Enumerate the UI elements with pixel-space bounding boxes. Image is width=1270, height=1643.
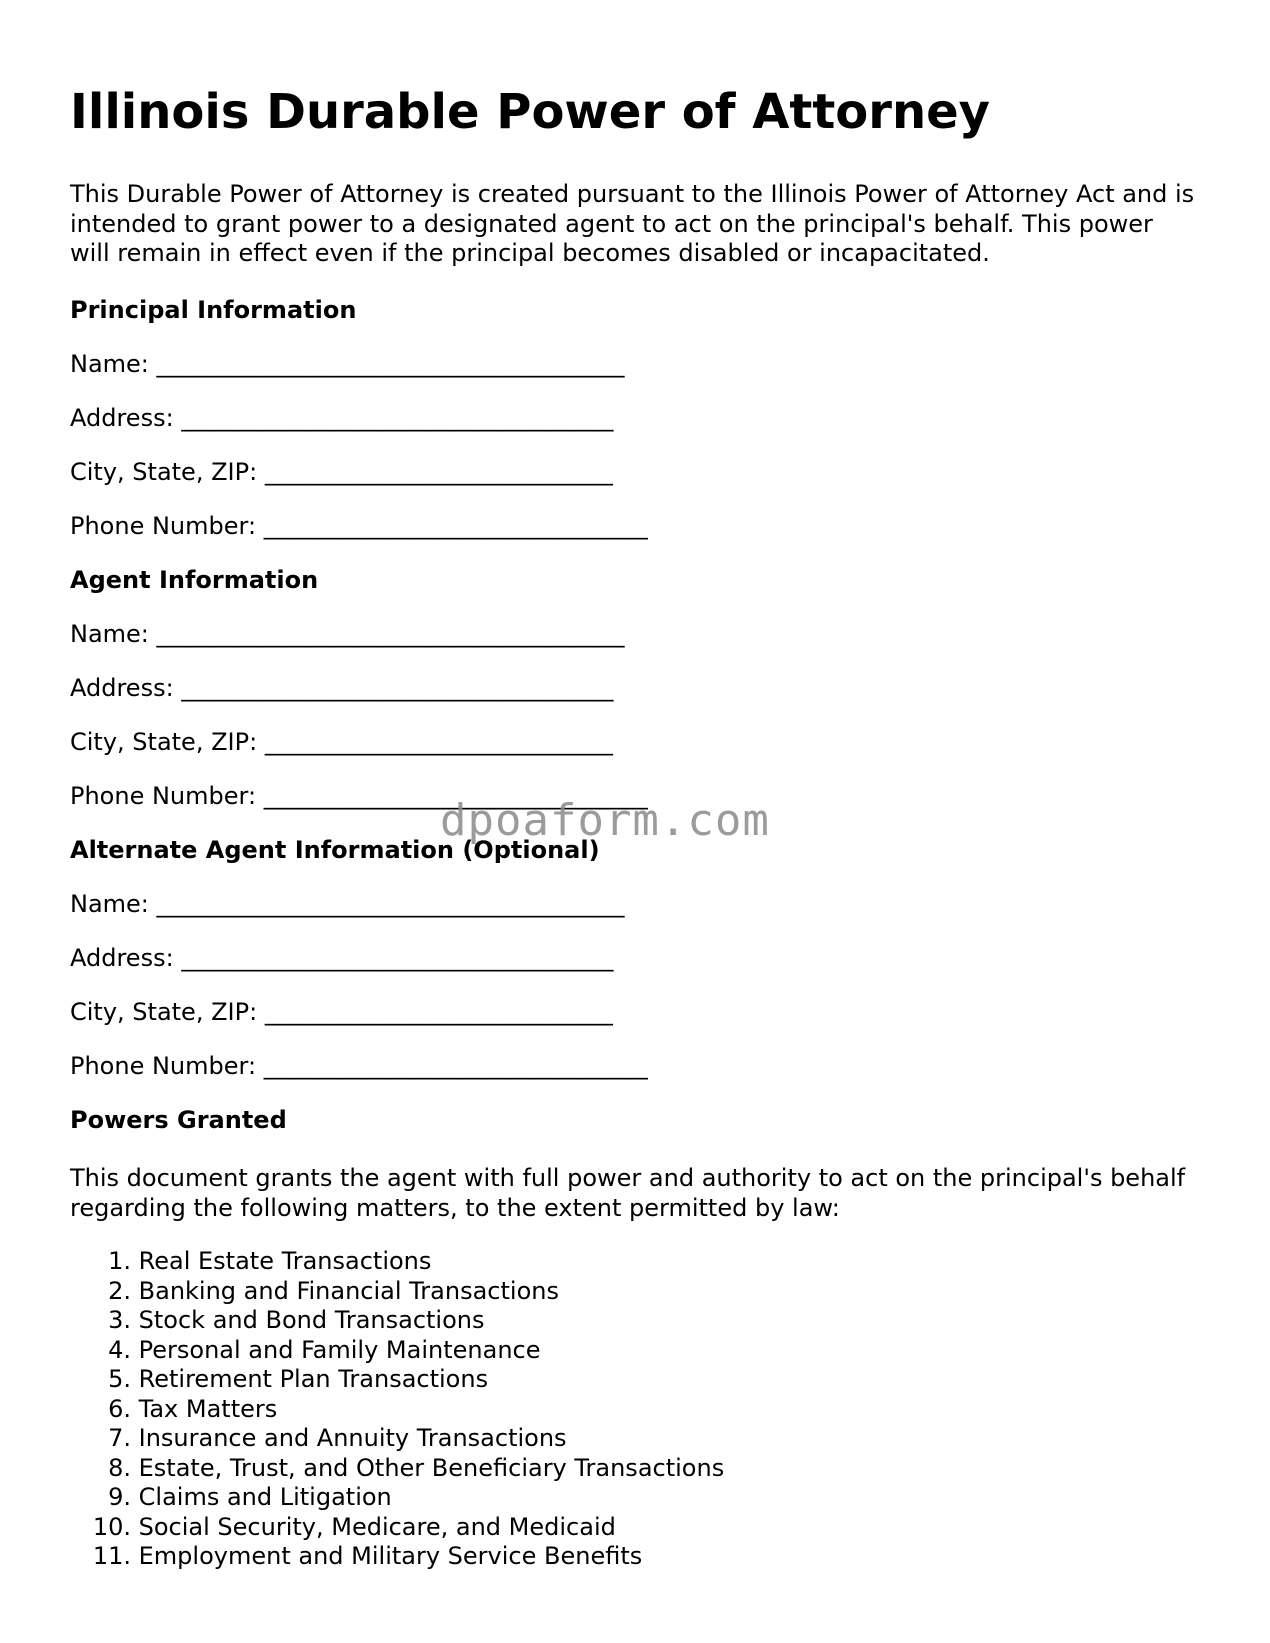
list-item-number: 7. <box>108 1424 131 1452</box>
intro-paragraph: This Durable Power of Attorney is created pursuant to the Illinois Power of Attorney Act and is intended to grant power to a designated agent to act on the principal's behalf. This power will remain in effect even if the principal becomes disabled or incapacitated. <box>70 180 1195 267</box>
agent-address-field[interactable] <box>70 674 613 703</box>
principal-section-heading: Principal Information <box>70 296 357 324</box>
list-item-number: 4. <box>108 1335 131 1364</box>
list-item <box>70 1306 724 1336</box>
field-blank[interactable]: ____________________________________ <box>181 404 614 432</box>
field-label: Address: <box>70 944 174 972</box>
field-blank[interactable]: _____________________________ <box>264 998 613 1026</box>
field-blank[interactable]: ____________________________________ <box>181 944 614 972</box>
field-label: Phone Number: <box>70 1052 257 1080</box>
list-item-number: 9. <box>108 1483 131 1511</box>
list-item-number: 8. <box>108 1453 131 1482</box>
principal-phone-field[interactable] <box>70 512 648 541</box>
list-item <box>70 1247 724 1277</box>
list-item-label: Employment and Military Service Benefits <box>138 1542 643 1570</box>
list-item-label: Real Estate Transactions <box>138 1247 432 1275</box>
list-item-number: 3. <box>108 1306 131 1334</box>
watermark-text: dpoaform.com <box>440 795 770 846</box>
list-item-label: Social Security, Medicare, and Medicaid <box>138 1512 616 1541</box>
field-label: Name: <box>70 620 149 648</box>
field-blank[interactable]: ____________________________________ <box>181 674 614 702</box>
list-item-label: Estate, Trust, and Other Beneficiary Transactions <box>138 1453 725 1482</box>
list-item-number: 10. <box>92 1512 131 1541</box>
list-item-label: Stock and Bond Transactions <box>138 1306 485 1334</box>
field-blank[interactable]: ________________________________ <box>263 1052 648 1080</box>
list-item-number: 5. <box>108 1365 131 1393</box>
list-item-label: Tax Matters <box>138 1394 278 1423</box>
field-blank[interactable]: _______________________________________ <box>156 890 625 918</box>
principal-city-state-zip-field[interactable] <box>70 458 613 487</box>
principal-name-field[interactable] <box>70 350 625 379</box>
field-label: City, State, ZIP: <box>70 458 258 486</box>
alternate-agent-section-heading: Alternate Agent Information (Optional) <box>70 836 600 864</box>
alternate-agent-address-field[interactable] <box>70 944 613 973</box>
powers-section-heading: Powers Granted <box>70 1106 287 1134</box>
field-blank[interactable]: _______________________________________ <box>156 350 625 378</box>
list-item <box>70 1395 724 1425</box>
list-item-label: Insurance and Annuity Transactions <box>138 1424 567 1452</box>
field-blank[interactable]: ________________________________ <box>263 782 648 810</box>
list-item-number: 11. <box>92 1542 131 1570</box>
agent-name-field[interactable] <box>70 620 625 649</box>
field-label: Address: <box>70 674 174 702</box>
field-label: City, State, ZIP: <box>70 998 258 1026</box>
alternate-agent-name-field[interactable] <box>70 890 625 919</box>
field-blank[interactable]: _____________________________ <box>264 458 613 486</box>
agent-section-heading: Agent Information <box>70 566 319 594</box>
alternate-agent-phone-field[interactable] <box>70 1052 648 1081</box>
alternate-agent-city-state-zip-field[interactable] <box>70 998 613 1027</box>
principal-address-field[interactable] <box>70 404 613 433</box>
field-blank[interactable]: ________________________________ <box>263 512 648 540</box>
list-item <box>70 1365 724 1395</box>
field-label: City, State, ZIP: <box>70 728 258 756</box>
list-item-label: Personal and Family Maintenance <box>138 1335 541 1364</box>
field-label: Address: <box>70 404 174 432</box>
list-item <box>70 1483 724 1513</box>
list-item <box>70 1454 724 1484</box>
list-item <box>70 1277 724 1307</box>
list-item-number: 1. <box>108 1247 131 1275</box>
list-item <box>70 1542 724 1572</box>
field-label: Name: <box>70 890 149 918</box>
list-item-number: 2. <box>108 1276 131 1305</box>
powers-paragraph: This document grants the agent with full power and authority to act on the principal's behalf regarding the following matters, to the extent permitted by law: <box>70 1164 1186 1222</box>
list-item <box>70 1336 724 1366</box>
field-label: Phone Number: <box>70 782 257 810</box>
list-item <box>70 1513 724 1543</box>
field-blank[interactable]: _______________________________________ <box>156 620 625 648</box>
list-item-label: Claims and Litigation <box>138 1483 392 1511</box>
list-item-label: Retirement Plan Transactions <box>138 1365 489 1393</box>
document-title: Illinois Durable Power of Attorney <box>70 84 990 140</box>
field-label: Phone Number: <box>70 512 257 540</box>
list-item <box>70 1424 724 1454</box>
list-item-number: 6. <box>108 1394 131 1423</box>
powers-list <box>70 1247 724 1572</box>
field-label: Name: <box>70 350 149 378</box>
field-blank[interactable]: _____________________________ <box>264 728 613 756</box>
agent-city-state-zip-field[interactable] <box>70 728 613 757</box>
list-item-label: Banking and Financial Transactions <box>138 1276 559 1305</box>
